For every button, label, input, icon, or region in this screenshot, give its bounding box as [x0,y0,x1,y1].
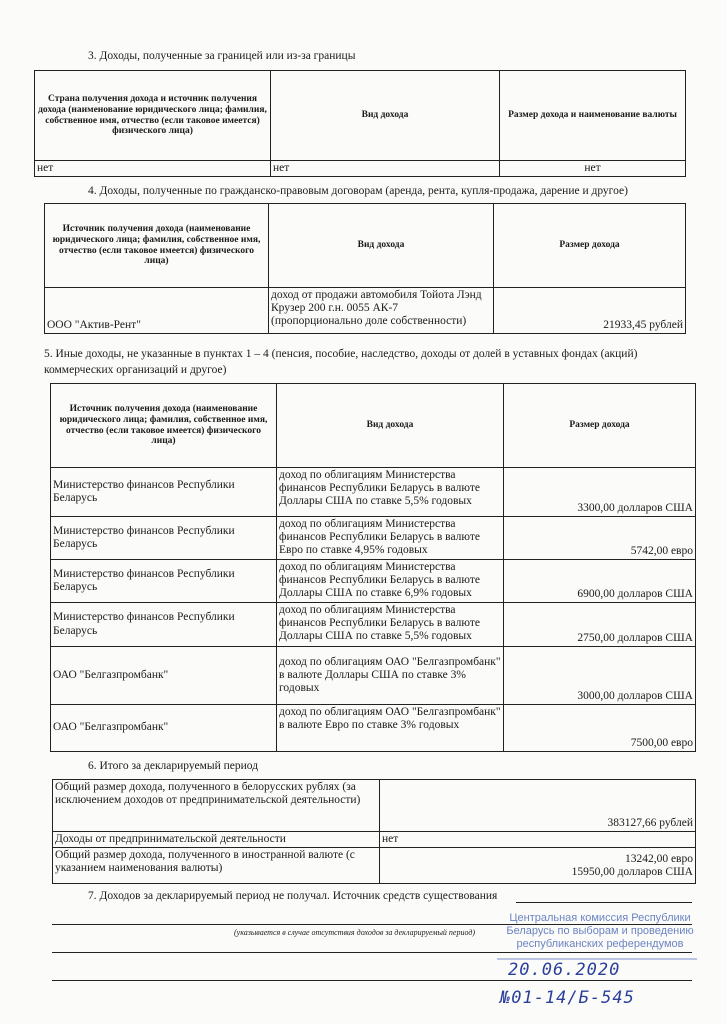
section5-table [50,383,696,752]
cell-source: ООО "Актив-Рент" [45,288,269,334]
total-byn-label: Общий размер дохода, полученного в белорусских рублях (за исключением доходов от предпринимательской деятельности) [53,780,380,832]
business-income-value: нет [380,832,696,848]
table-row-amount: 3000,00 долларов США [504,647,696,705]
total-byn-value: 383127,66 рублей [380,780,696,832]
table-row-type: доход по облигациям ОАО "Белгазпромбанк" в валюте Доллары США по ставке 3% годовых [277,647,504,705]
table-row-type: доход по облигациям Министерства финансов Республики Беларусь в валюте Доллары США по ставке 5,5% годовых [277,468,504,517]
table-row-amount: 6900,00 долларов США [504,560,696,603]
header-source: Источник получения дохода (наименование юридического лица; фамилия, собственное имя, отчество (если таковое имеется) физического лица) [45,204,269,288]
header-amount: Размер дохода [494,204,686,288]
table-row-source: Министерство финансов Республики Беларусь [51,560,277,603]
header-amount: Размер дохода и наименование валюты [500,71,686,161]
table-row-type: доход по облигациям Министерства финансов Республики Беларусь в валюте Доллары США по ставке 6,9% годовых [277,560,504,603]
table-row-type: доход по облигациям ОАО "Белгазпромбанк" в валюте Евро по ставке 3% годовых [277,705,504,752]
table-row-amount: 7500,00 евро [504,705,696,752]
stamp-number: №01-14/Б-545 [500,988,635,1008]
total-foreign-usd: 15950,00 долларов США [571,865,693,878]
fill-line [52,952,692,953]
stamp-line: Беларусь по выборам и проведению [506,925,694,938]
table-row-amount: 3300,00 долларов США [504,468,696,517]
section7-title: 7. Доходов за декларируемый период не получал. Источник средств существования [88,890,498,902]
header-type: Вид дохода [277,384,504,468]
fill-line [52,980,692,981]
total-foreign-eur: 13242,00 евро [624,852,693,865]
cell-amount: нет [500,161,686,177]
section3-title: 3. Доходы, полученные за границей или из-за границы [88,50,356,62]
table-row-source: ОАО "Белгазпромбанк" [51,705,277,752]
cell-source: нет [35,161,271,177]
section6-table [52,779,696,884]
table-row-source: Министерство финансов Республики Беларусь [51,517,277,560]
section4-table [44,203,686,334]
section4-title: 4. Доходы, полученные по гражданско-правовым договорам (аренда, рента, купля-продажа, дарение и другое) [88,185,628,197]
table-row-amount: 5742,00 евро [504,517,696,560]
table-row-amount: 2750,00 долларов США [504,603,696,647]
commission-stamp [500,912,700,952]
fill-line [516,902,692,903]
section6-title: 6. Итого за декларируемый период [88,760,259,772]
total-foreign-value [380,848,696,884]
header-type: Вид дохода [269,204,494,288]
cell-type: доход от продажи автомобиля Тойота Лэнд Крузер 200 г.н. 0055 АК-7 (пропорционально доле собственности) [269,288,494,334]
table-row-type: доход по облигациям Министерства финансов Республики Беларусь в валюте Евро по ставке 4,95% годовых [277,517,504,560]
section7-note: (указывается в случае отсутствия доходов за декларируемый период) [234,928,476,937]
section3-table [34,70,686,177]
cell-amount: 21933,45 рублей [494,288,686,334]
header-source: Источник получения дохода (наименование юридического лица; фамилия, собственное имя, отчество (если таковое имеется) физического лица) [51,384,277,468]
cell-type: нет [271,161,500,177]
table-row-source: ОАО "Белгазпромбанк" [51,647,277,705]
section5-title: 5. Иные доходы, не указанные в пунктах 1 – 4 (пенсия, пособие, наследство, доходы от долей в уставных фондах (акций) коммерческих организаций и другое) [44,348,638,376]
stamp-line: Центральная комиссия Республики [509,912,691,924]
header-source: Страна получения дохода и источник получения дохода (наименование юридического лица; фамилия, собственное имя, отчество (если таковое имеется) физического лица) [35,71,271,161]
table-row-source: Министерство финансов Республики Беларусь [51,468,277,517]
business-income-label: Доходы от предпринимательской деятельности [53,832,380,848]
stamp-date: 20.06.2020 [508,960,621,980]
total-foreign-label: Общий размер дохода, полученного в иностранной валюте (с указанием наименования валюты) [53,848,380,884]
stamp-line: республиканских референдумов [516,938,684,951]
table-row-source: Министерство финансов Республики Беларусь [51,603,277,647]
header-amount: Размер дохода [504,384,696,468]
table-row-type: доход по облигациям Министерства финансов Республики Беларусь в валюте Доллары США по ставке 5,5% годовых [277,603,504,647]
header-type: Вид дохода [271,71,500,161]
